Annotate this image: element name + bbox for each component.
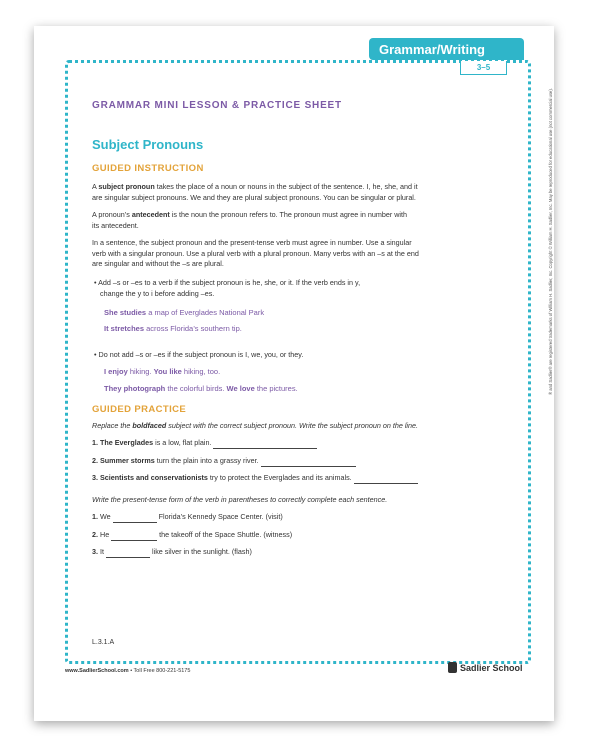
- guided-practice-heading: GUIDED PRACTICE: [92, 404, 187, 415]
- standard-code: L.3.1.A: [92, 639, 115, 646]
- paragraph-subject-pronoun: A subject pronoun takes the place of a noun or nouns in the subject of the sentence. I, he, she, and it are singular subject pronouns. We and they are plural subject pronouns. You can be singular or plural.: [92, 182, 418, 202]
- verb-question-2: 2. He the takeoff of the Space Shuttle. (witness): [92, 530, 293, 539]
- example-they-photograph: They photograph the colorful birds. We love the pictures.: [104, 384, 298, 393]
- bullet-add-s: • Add –s or –es to a verb if the subject pronoun is he, she, or it. If the verb ends in y, change the y to i before adding –es.: [94, 278, 361, 298]
- answer-line[interactable]: [354, 476, 418, 484]
- answer-line[interactable]: [261, 459, 356, 467]
- paragraph-agreement: In a sentence, the subject pronoun and the present-tense verb must agree in number. Use a singular verb with a singular pronoun. Use a plural verb with a plural pronoun. Many verbs with an –s at the end are singular and without the –s are plural.: [92, 238, 419, 268]
- bullet-do-not-add: • Do not add –s or –es if the subject pronoun is I, we, you, or they.: [94, 350, 304, 359]
- example-it-stretches: It stretches across Florida’s southern tip.: [104, 324, 242, 333]
- footer-contact: www.SadlierSchool.com • Toll Free 800-221-5175: [65, 668, 191, 674]
- answer-line[interactable]: [213, 441, 317, 449]
- example-i-enjoy: I enjoy hiking. You like hiking, too.: [104, 367, 221, 376]
- sadlier-logo-icon: [448, 662, 457, 673]
- practice-question-1: 1. The Everglades is a low, flat plain.: [92, 438, 532, 449]
- sadlier-logo: Sadlier School: [448, 662, 523, 673]
- verb-question-1: 1. We Florida’s Kennedy Space Center. (visit): [92, 512, 283, 521]
- answer-line[interactable]: [106, 550, 150, 558]
- practice-question-2: 2. Summer storms turn the plain into a grassy river.: [92, 456, 532, 467]
- page-title: Subject Pronouns: [92, 137, 204, 152]
- practice-instructions-2: Write the present-tense form of the verb in parentheses to correctly complete each sentence.: [92, 495, 388, 504]
- answer-line[interactable]: [113, 515, 157, 523]
- grade-badge: 3–5: [460, 61, 507, 75]
- example-she-studies: She studies a map of Everglades National Park: [104, 308, 265, 317]
- practice-instructions-1: Replace the boldfaced subject with the correct subject pronoun. Write the subject pronoun on the line.: [92, 421, 419, 430]
- practice-question-3: 3. Scientists and conservationists try to protect the Everglades and its animals.: [92, 473, 532, 484]
- copyright-side-text: ® and Sadlier® are registered trademarks of William H. Sadlier, Inc. Copyright © William H. Sadlier, Inc. May be reproduced for educational use (not commercial use).: [548, 88, 553, 395]
- paragraph-antecedent: A pronoun’s antecedent is the noun the pronoun refers to. The pronoun must agree in number with its antecedent.: [92, 210, 407, 230]
- page-header: GRAMMAR MINI LESSON & PRACTICE SHEET: [92, 100, 342, 111]
- subject-tab: Grammar/Writing: [369, 38, 524, 60]
- answer-line[interactable]: [111, 533, 157, 541]
- guided-instruction-heading: GUIDED INSTRUCTION: [92, 163, 204, 174]
- verb-question-3: 3. It like silver in the sunlight. (flash): [92, 547, 252, 556]
